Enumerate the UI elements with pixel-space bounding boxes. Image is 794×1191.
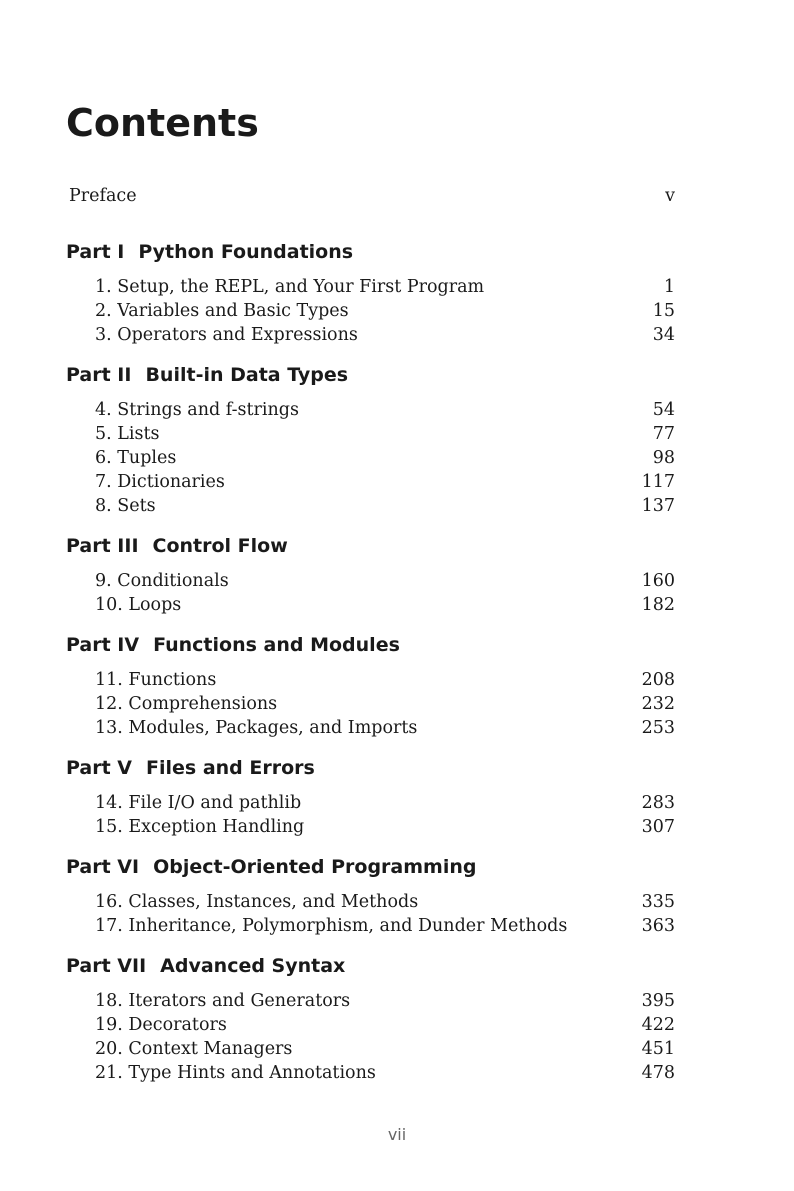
page-number: 253 [641,718,675,738]
chapter-list [66,890,675,938]
toc-entry [95,989,675,1013]
page-number: 117 [641,472,675,492]
toc-entry [95,446,675,470]
toc-entry [95,398,675,422]
chapter-title: 17. Inheritance, Polymorphism, and Dunder Methods [95,916,568,936]
toc-entry [95,494,675,518]
chapter-title: 20. Context Managers [95,1039,293,1059]
page-number: 478 [641,1063,675,1083]
chapter-list [66,791,675,839]
toc-entry [95,815,675,839]
toc-entry [95,569,675,593]
part-number: Part VI [66,856,140,878]
chapter-title: 2. Variables and Basic Types [95,301,349,321]
page-number: 137 [641,496,675,516]
toc-entry [95,668,675,692]
chapter-title: 11. Functions [95,670,217,690]
chapter-title: 19. Decorators [95,1015,227,1035]
part-title: Built-in Data Types [145,364,349,386]
toc-entry [95,692,675,716]
chapter-title: 15. Exception Handling [95,817,305,837]
page-number: 335 [641,892,675,912]
toc-entry [95,422,675,446]
part-heading [66,953,676,979]
chapter-title: 7. Dictionaries [95,472,225,492]
page-number: 422 [641,1015,675,1035]
page-number: 182 [641,595,675,615]
toc-entry [95,1061,675,1085]
chapter-list [66,989,675,1085]
page-number: 363 [641,916,675,936]
chapter-title: 13. Modules, Packages, and Imports [95,718,418,738]
preface-page-number: v [665,186,675,206]
part-number: Part VII [66,955,147,977]
toc-part-4 [66,632,676,740]
toc-entry [95,323,675,347]
page-number: 77 [652,424,675,444]
page-number: 283 [641,793,675,813]
toc-entry [95,593,675,617]
toc-entry [95,275,675,299]
part-number: Part II [66,364,132,386]
page-number: 451 [641,1039,675,1059]
toc-entry [95,914,675,938]
toc-entry [95,890,675,914]
page-number: 395 [641,991,675,1011]
toc-part-2 [66,362,676,518]
part-number: Part III [66,535,139,557]
page-number: 54 [652,400,675,420]
part-title: Functions and Modules [153,634,400,656]
toc-part-1 [66,239,676,347]
chapter-list [66,398,675,518]
chapter-title: 3. Operators and Expressions [95,325,358,345]
toc-part-5 [66,755,676,839]
page-folio: vii [387,1125,407,1144]
page-number: 34 [652,325,675,345]
part-heading [66,362,676,388]
toc-entry [95,716,675,740]
chapter-title: 4. Strings and f-strings [95,400,299,420]
chapter-title: 21. Type Hints and Annotations [95,1063,376,1083]
preface-label: Preface [69,186,137,206]
chapter-title: 6. Tuples [95,448,177,468]
chapter-title: 14. File I/O and pathlib [95,793,302,813]
part-heading [66,239,676,265]
part-title: Files and Errors [146,757,315,779]
toc-entry [95,1037,675,1061]
part-heading [66,854,676,880]
page-number: 15 [652,301,675,321]
chapter-title: 1. Setup, the REPL, and Your First Program [95,277,485,297]
chapter-title: 16. Classes, Instances, and Methods [95,892,419,912]
part-number: Part I [66,241,125,263]
toc-part-3 [66,533,676,617]
part-title: Python Foundations [138,241,354,263]
part-number: Part V [66,757,133,779]
chapter-title: 5. Lists [95,424,160,444]
part-title: Object-Oriented Programming [153,856,477,878]
chapter-title: 10. Loops [95,595,182,615]
page-number: 98 [652,448,675,468]
chapter-title: 18. Iterators and Generators [95,991,351,1011]
toc-entry [95,1013,675,1037]
chapter-list [66,668,675,740]
page-number: 208 [641,670,675,690]
toc-entry [95,470,675,494]
page-number: 1 [663,277,675,297]
toc-part-6 [66,854,676,938]
page-number: 307 [641,817,675,837]
chapter-title: 12. Comprehensions [95,694,278,714]
toc-part-7 [66,953,676,1085]
chapter-list [66,275,675,347]
part-number: Part IV [66,634,140,656]
toc-entry [95,791,675,815]
part-heading [66,632,676,658]
page-number: 160 [641,571,675,591]
toc-entry [95,299,675,323]
chapter-title: 8. Sets [95,496,156,516]
part-heading [66,533,676,559]
page-title: Contents [66,101,259,145]
part-title: Advanced Syntax [160,955,346,977]
toc-entry-preface [69,184,675,208]
part-heading [66,755,676,781]
chapter-title: 9. Conditionals [95,571,229,591]
page-number: 232 [641,694,675,714]
chapter-list [66,569,675,617]
part-title: Control Flow [152,535,288,557]
